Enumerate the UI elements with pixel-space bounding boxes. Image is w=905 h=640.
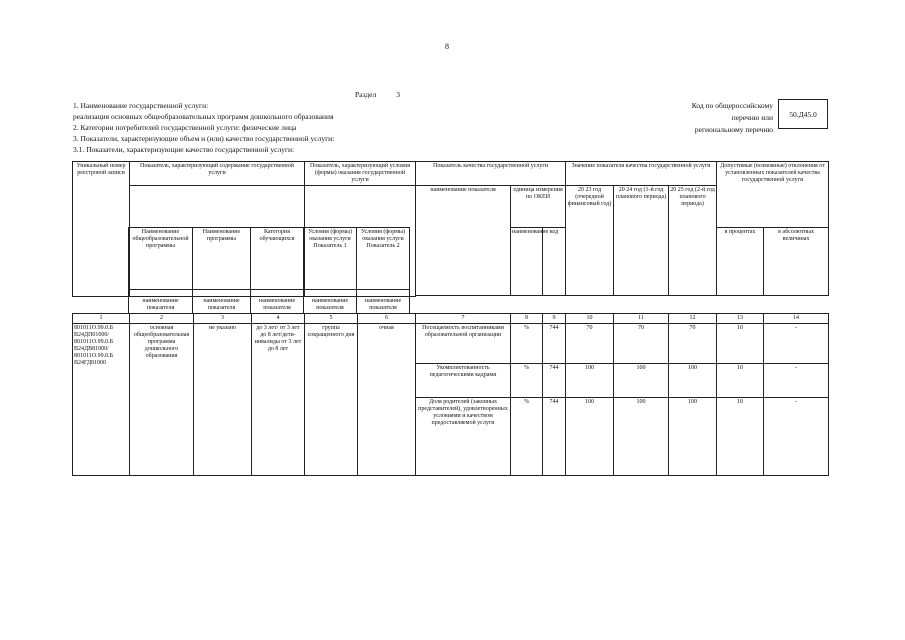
table-row: % xyxy=(511,364,543,398)
year-3-header: 20 25 год (2-й год планового периода) xyxy=(669,186,717,296)
service-name-label: 1. Наименование государственной услуги: xyxy=(73,101,209,110)
condition-1-header: Условия (формы) оказания услуги Показатель 1 xyxy=(304,228,357,290)
table-row: 100 xyxy=(614,398,669,476)
table-row: % xyxy=(511,398,543,476)
table-row: - xyxy=(764,324,829,364)
table-row: 70 xyxy=(669,324,717,364)
table-row: 70 xyxy=(566,324,614,364)
registry-value: 801011О.99.0.Б В24ДП01000/ 801011О.99.0.Б В24ДВ81000/ 801011О.99.0.Б В24ГД81000 xyxy=(73,324,130,476)
quality-indicator-header: Показатель качества государственной услуги xyxy=(416,162,566,186)
condition-2-value: очная xyxy=(358,324,416,476)
consumer-category: 2. Категории потребителей государственной услуги: физические лица xyxy=(73,123,297,132)
student-category-header: Категория обучающихся xyxy=(251,228,304,290)
percent-header: в процентах xyxy=(717,228,764,296)
table-row: 10 xyxy=(717,364,764,398)
indicator-name-sub-5: наименование показателя xyxy=(357,290,410,314)
content-indicator-header: Показатель, характеризующий содержание государственной услуги xyxy=(130,162,305,186)
unit-header: единица измерения по ОКЕИ xyxy=(511,186,566,228)
year-1-header: 20 23 год (очередной финансовый год) xyxy=(566,186,614,296)
table-row: 744 xyxy=(543,364,566,398)
col-number: 1 xyxy=(73,314,130,324)
program-header: Наименование программы xyxy=(193,228,251,290)
program-value: не указано xyxy=(194,324,252,476)
quality-data-table xyxy=(72,313,829,476)
table-row: 70 xyxy=(614,324,669,364)
section-heading xyxy=(355,90,400,99)
page-number: 8 xyxy=(445,42,449,51)
section-number: 3 xyxy=(396,90,400,99)
table-row: 744 xyxy=(543,324,566,364)
table-row: - xyxy=(764,364,829,398)
condition-1-value: группа сокращенного дня xyxy=(305,324,358,476)
indicator-name-sub-2: наименование показателя xyxy=(193,290,251,314)
sub-columns-table xyxy=(128,227,410,314)
col-number: 3 xyxy=(194,314,252,324)
indicator-name-sub-4: наименование показателя xyxy=(304,290,357,314)
condition-2-header: Условия (формы) оказания услуги Показатель 2 xyxy=(357,228,410,290)
table-row: 10 xyxy=(717,324,764,364)
col-number: 12 xyxy=(669,314,717,324)
table-row: 100 xyxy=(566,398,614,476)
conditions-indicator-header: Показатель, характеризующий условия (формы) оказания государственной услуги xyxy=(305,162,416,186)
col-number: 9 xyxy=(543,314,566,324)
unit-code-header: код xyxy=(543,228,566,296)
table-row: 100 xyxy=(614,364,669,398)
indicator-values-header: Значение показателя качества государственной услуги xyxy=(566,162,717,186)
table-row: - xyxy=(764,398,829,476)
registry-number-header: Уникальный номер реестровой записи xyxy=(73,162,130,297)
section-label: Раздел xyxy=(355,90,377,99)
indicator-name-header: наименование показателя xyxy=(416,186,511,296)
col-number: 11 xyxy=(614,314,669,324)
registry-code-label-3: региональному перечню xyxy=(694,125,773,134)
col-number: 5 xyxy=(305,314,358,324)
quality-indicators-heading: 3.1. Показатели, характеризующие качество государственной услуги: xyxy=(73,145,295,154)
indicators-heading: 3. Показатели, характеризующие объем и (или) качество государственной услуги: xyxy=(73,134,335,143)
col-number: 10 xyxy=(566,314,614,324)
table-row: 100 xyxy=(669,364,717,398)
table-row: 10 xyxy=(717,398,764,476)
deviation-header: Допустимые (возможные) отклонения от установленных показателей качества государственной услуги xyxy=(717,162,829,228)
table-row: Доля родителей (законных представителей), удовлетворенных условиями и качеством предоставляемой услуги xyxy=(416,398,511,476)
col-number: 8 xyxy=(511,314,543,324)
table-row: Укомплектованность педагогическими кадрами xyxy=(416,364,511,398)
indicator-name-sub-1: наименование показателя xyxy=(129,290,193,314)
unit-name-header: наименование xyxy=(511,228,543,296)
col-number: 7 xyxy=(416,314,511,324)
student-category-value: до 3 лет/ от 3 лет до 8 лет/дети-инвалиды от 3 лет до 8 лет xyxy=(252,324,305,476)
table-row: 744 xyxy=(543,398,566,476)
table-row: 100 xyxy=(669,398,717,476)
col-number: 13 xyxy=(717,314,764,324)
col-number: 4 xyxy=(252,314,305,324)
indicator-name-sub-3: наименование показателя xyxy=(251,290,304,314)
registry-code-label-1: Код по общероссийскому xyxy=(691,101,773,110)
registry-code-label-2: перечню или xyxy=(731,113,773,122)
table-row: % xyxy=(511,324,543,364)
col-number: 14 xyxy=(764,314,829,324)
table-row: Посещаемость воспитанниками образовательной организации xyxy=(416,324,511,364)
table-row: 100 xyxy=(566,364,614,398)
program-name-value: основная общеобразовательная программа дошкольного образования xyxy=(130,324,194,476)
registry-code-box: 50.Д45.0 xyxy=(778,99,828,129)
col-number: 2 xyxy=(130,314,194,324)
program-name-header: Наименование общеобразовательной программы xyxy=(129,228,193,290)
absolute-header: в абсолютных величинах xyxy=(764,228,829,296)
year-2-header: 20 24 год (1-й год планового периода) xyxy=(614,186,669,296)
service-name-value: реализация основных общеобразовательных программ дошкольного образования xyxy=(73,112,334,121)
col-number: 6 xyxy=(358,314,416,324)
